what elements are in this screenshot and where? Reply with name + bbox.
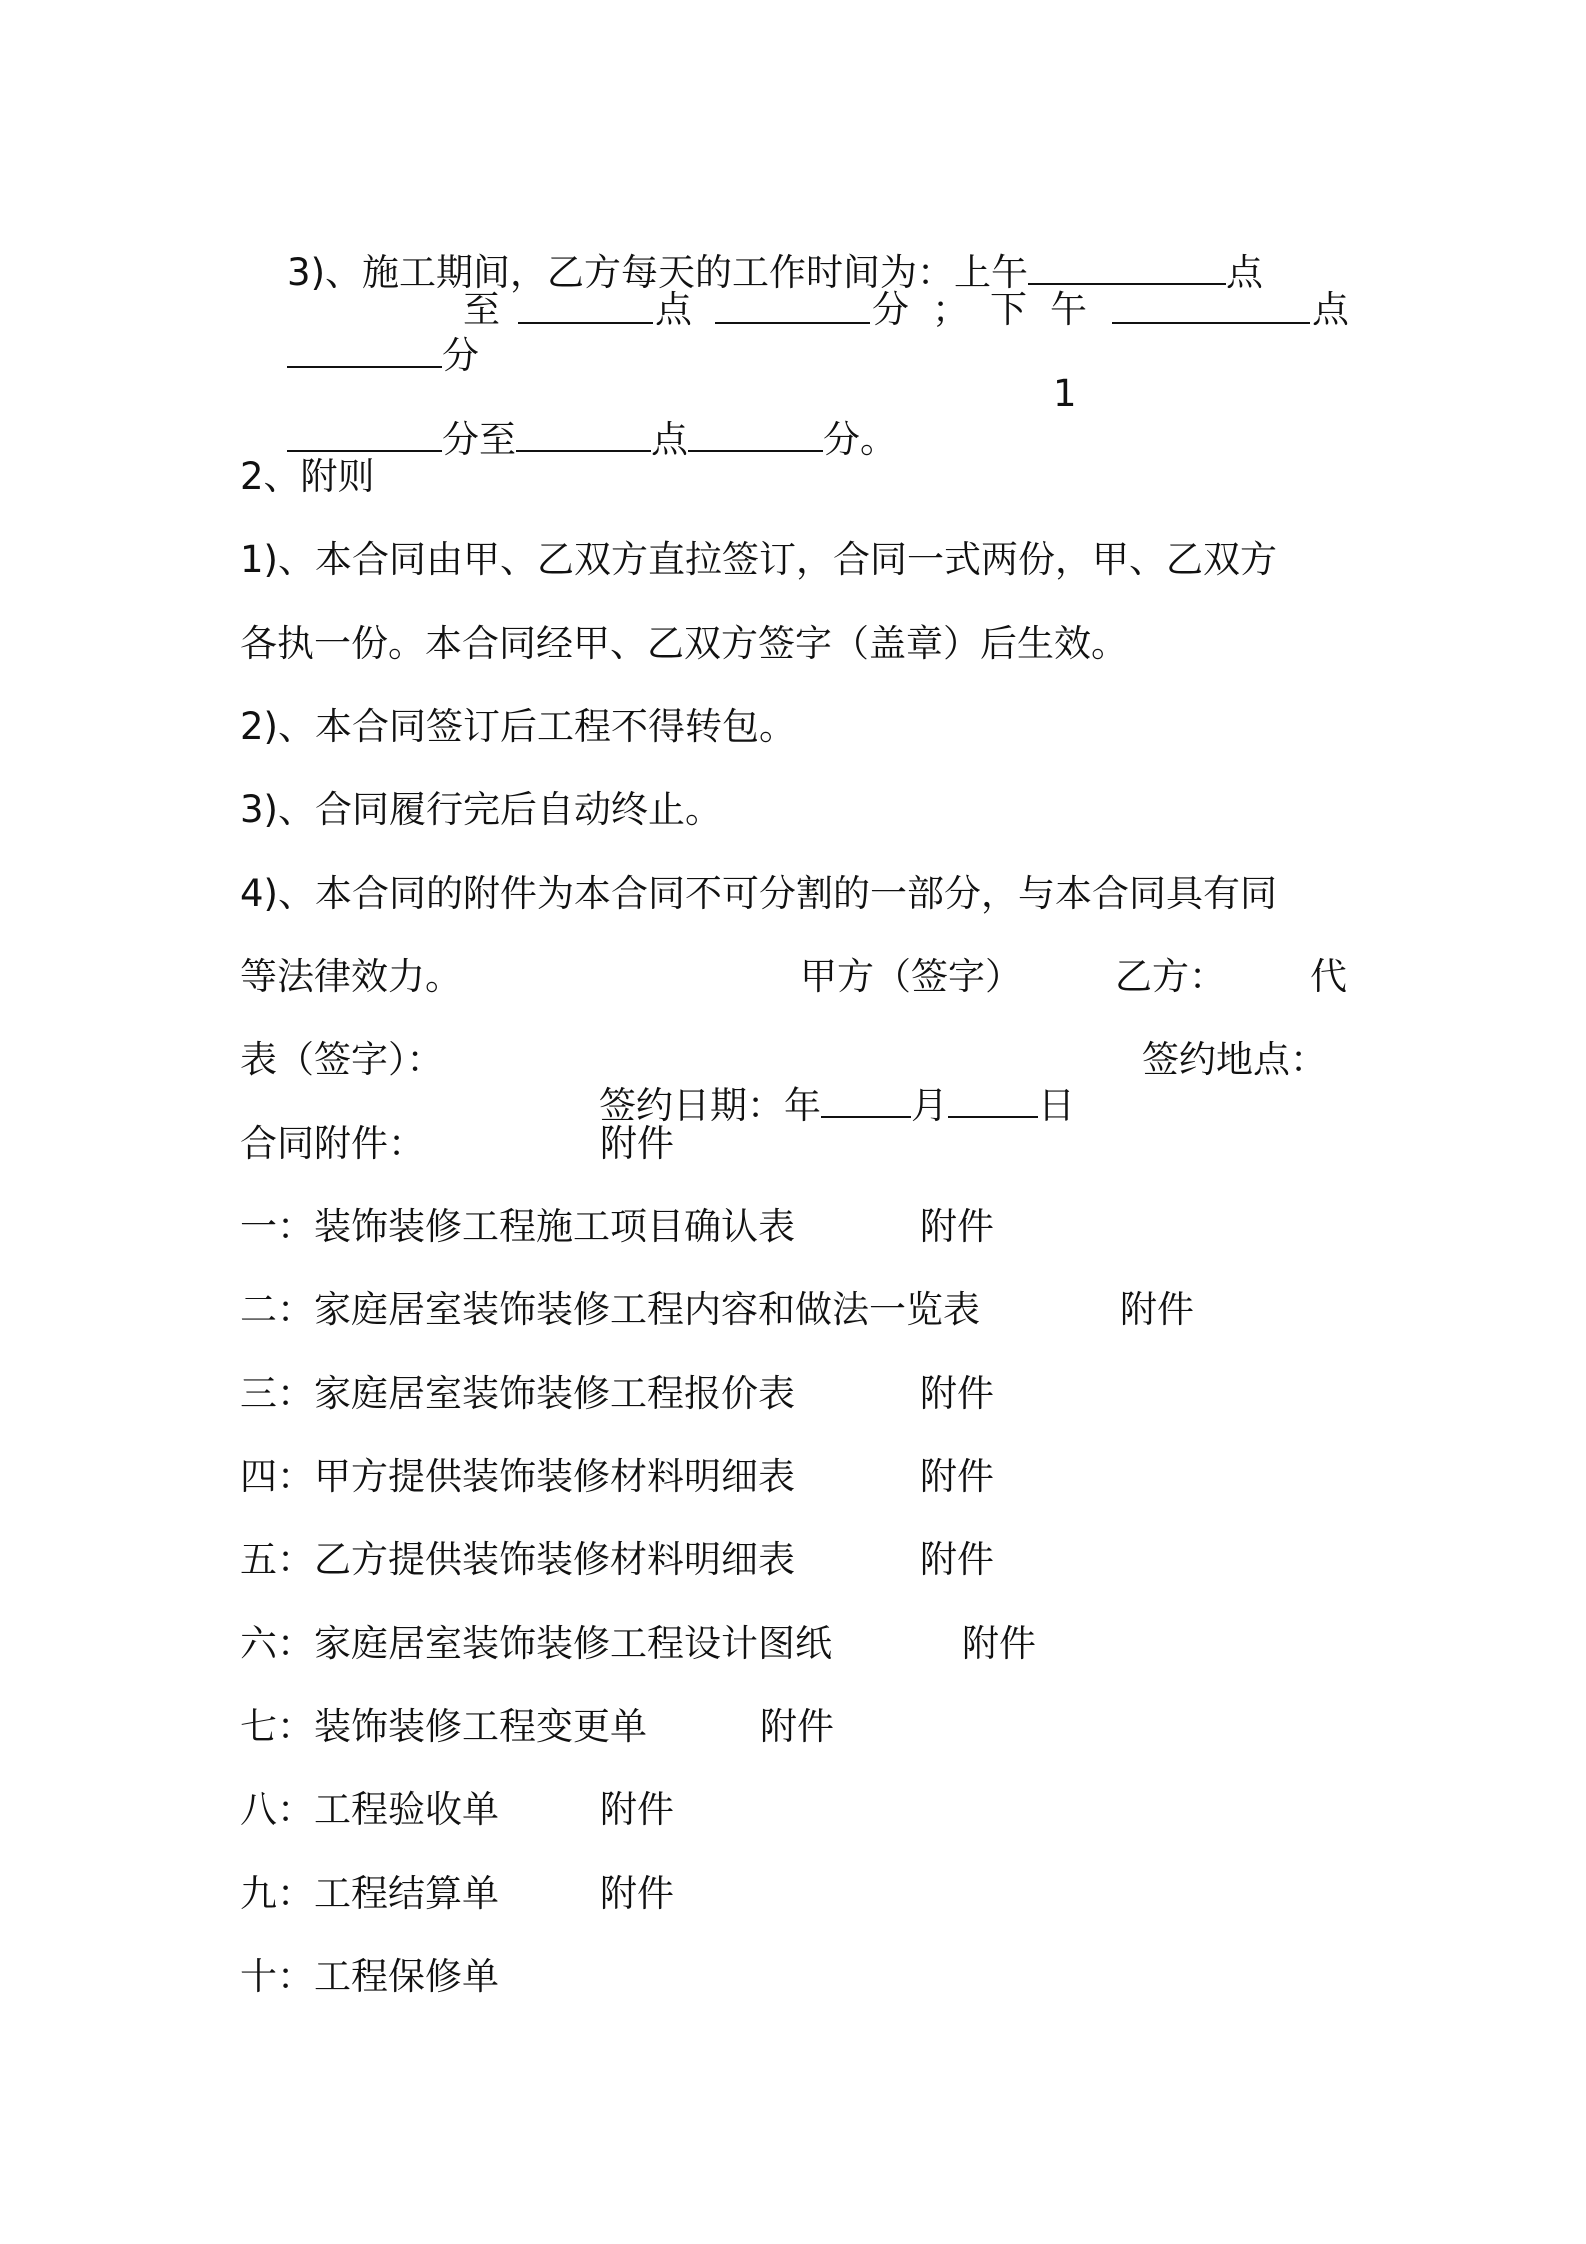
attachment-item: 三：家庭居室装饰装修工程报价表 <box>240 1372 795 1415</box>
signing-date-label: 签约日期：年 <box>599 1084 822 1127</box>
work-time-unit: ； <box>932 288 969 331</box>
attachment-suffix: 附件 <box>600 1788 674 1831</box>
blank-field <box>1028 249 1226 285</box>
attachment-suffix: 附件 <box>760 1705 834 1748</box>
attachment-item: 八：工程验收单 <box>240 1788 499 1831</box>
blank-field <box>821 1082 911 1118</box>
attachment-item: 七：装饰装修工程变更单 <box>240 1705 647 1748</box>
blank-field <box>948 1082 1038 1118</box>
clause-1-line-2: 各执一份。本合同经甲、乙双方签字（盖章）后生效。 <box>240 622 1128 665</box>
attachment-item: 十：工程保修单 <box>240 1955 499 1998</box>
attachment-suffix: 附件 <box>920 1455 994 1498</box>
attachment-suffix: 附件 <box>920 1372 994 1415</box>
clause-1-line-1: 1)、本合同由甲、乙双方直拉签订，合同一式两份，甲、乙双方 <box>240 538 1277 581</box>
attachment-item: 一：装饰装修工程施工项目确认表 <box>240 1205 795 1248</box>
clause-3: 3)、合同履行完后自动终止。 <box>240 788 722 831</box>
blank-field <box>518 288 653 334</box>
blank-field <box>287 416 442 452</box>
blank-field <box>715 288 870 334</box>
blank-field <box>516 416 651 452</box>
work-time-unit: 至 <box>463 288 500 331</box>
attachment-suffix: 附件 <box>1120 1288 1194 1331</box>
work-time-unit: 点 <box>1312 288 1349 331</box>
attachment-item: 二：家庭居室装饰装修工程内容和做法一览表 <box>240 1288 980 1331</box>
attachments-heading: 合同附件： <box>240 1122 425 1165</box>
attachment-suffix: 附件 <box>600 1122 674 1165</box>
attachment-item: 四：甲方提供装饰装修材料明细表 <box>240 1455 795 1498</box>
attachment-item: 五：乙方提供装饰装修材料明细表 <box>240 1538 795 1581</box>
month-label: 月 <box>911 1084 949 1127</box>
signing-place: 签约地点： <box>1142 1038 1327 1081</box>
work-time-text: 3)、施工期间，乙方每天的工作时间为：上午 <box>287 251 1029 294</box>
work-time-unit: 分 <box>442 334 480 377</box>
work-time-unit: 分。 <box>823 418 898 461</box>
representative-signature: 表（签字）： <box>240 1038 444 1081</box>
work-time-unit: 下 <box>990 288 1027 331</box>
attachment-suffix: 附件 <box>962 1622 1036 1665</box>
work-time-unit: 点 <box>651 418 689 461</box>
party-b-label: 乙方： <box>1115 955 1226 998</box>
attachment-suffix: 附件 <box>920 1538 994 1581</box>
attachment-item: 九：工程结算单 <box>240 1872 499 1915</box>
blank-field <box>287 332 442 368</box>
work-time-unit: 午 <box>1050 288 1087 331</box>
work-time-unit: 点 <box>1226 251 1264 294</box>
work-time-unit: 分至 <box>442 418 517 461</box>
clause-4-line-1: 4)、本合同的附件为本合同不可分割的一部分，与本合同具有同 <box>240 872 1277 915</box>
party-a-signature: 甲方（签字） <box>800 955 1022 998</box>
attachment-item: 六：家庭居室装饰装修工程设计图纸 <box>240 1622 832 1665</box>
attachment-suffix: 附件 <box>600 1872 674 1915</box>
day-label: 日 <box>1038 1084 1076 1127</box>
blank-field <box>688 416 823 452</box>
section-heading: 2、附则 <box>240 455 375 498</box>
page-number: 1 <box>1053 372 1077 415</box>
work-time-unit: 点 <box>655 288 692 331</box>
representative-char: 代 <box>1310 955 1347 998</box>
clause-2: 2)、本合同签订后工程不得转包。 <box>240 705 796 748</box>
attachment-suffix: 附件 <box>920 1205 994 1248</box>
clause-4-line-2: 等法律效力。 <box>240 955 462 998</box>
blank-field <box>1112 288 1310 334</box>
work-time-unit: 分 <box>872 288 909 331</box>
